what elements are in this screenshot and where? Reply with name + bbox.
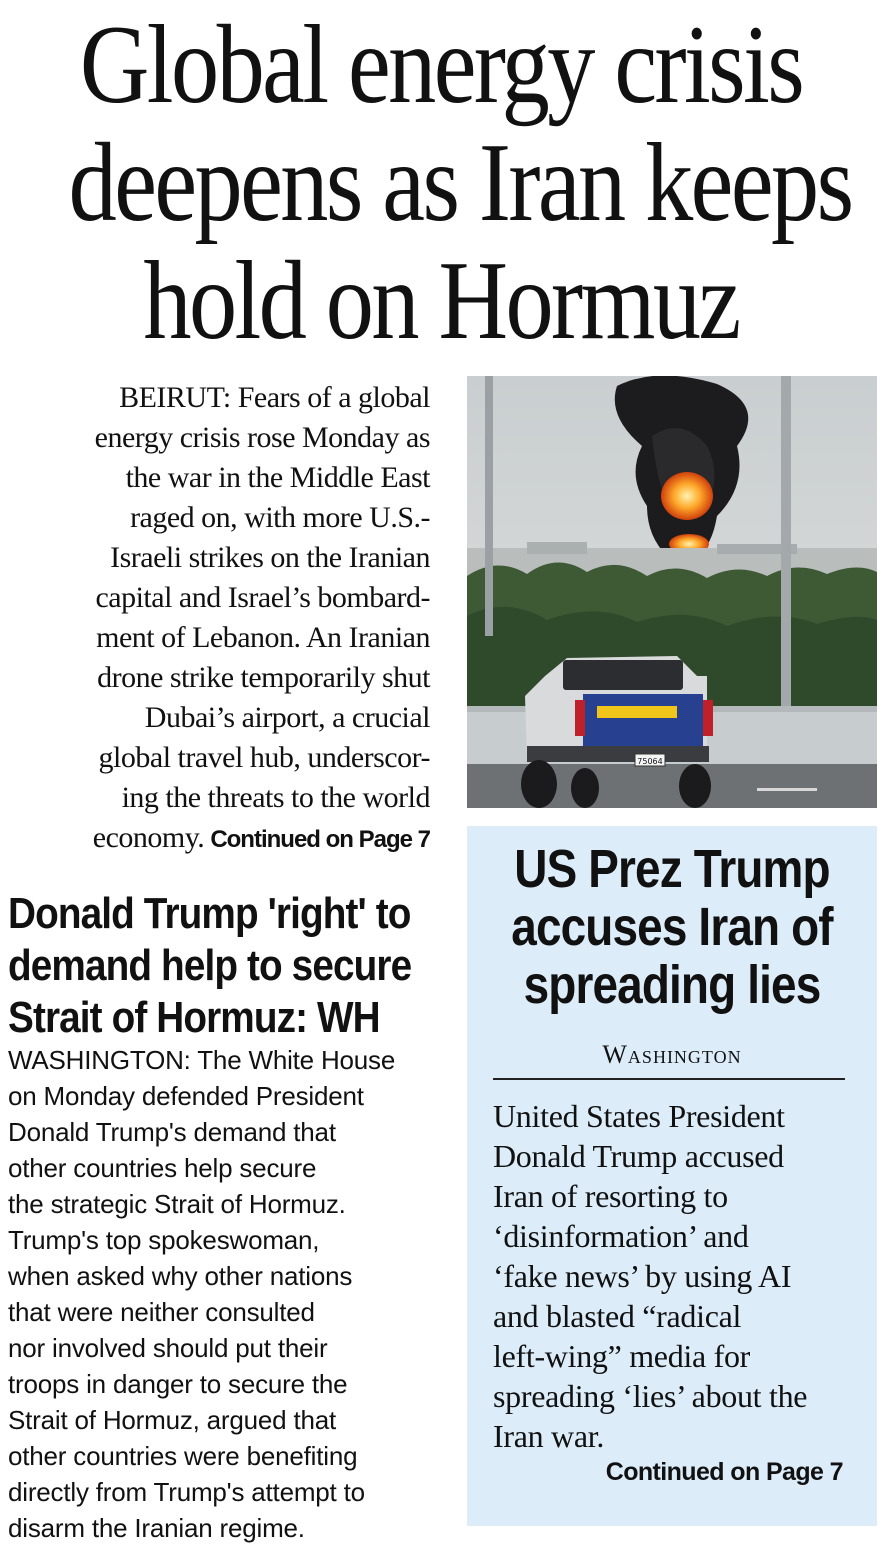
lead-line: drone strike temporarily shut xyxy=(97,661,430,694)
body-line: that were neither consulted xyxy=(8,1297,315,1327)
title-line: spreading lies xyxy=(523,955,821,1015)
body-line: nor involved should put their xyxy=(8,1333,328,1363)
dateline: Washington xyxy=(602,1040,742,1069)
lead-line: energy crisis rose Monday as xyxy=(94,421,430,454)
body-line: WASHINGTON: The White House xyxy=(8,1045,396,1075)
second-story-title xyxy=(8,888,412,1044)
body-line: ‘disinformation’ and xyxy=(493,1218,749,1254)
body-line: United States President xyxy=(493,1098,785,1134)
body-line: Iran war. xyxy=(493,1418,605,1454)
body-line: and blasted “radical xyxy=(493,1298,742,1334)
lead-line: raged on, with more U.S.- xyxy=(130,501,430,534)
headline-line: Global energy crisis xyxy=(79,3,803,127)
body-line: disarm the Iranian regime. xyxy=(8,1513,305,1543)
lead-line: the war in the Middle East xyxy=(125,461,430,494)
continued-link[interactable]: Continued on Page 7 xyxy=(210,826,430,853)
title-line: US Prez Trump xyxy=(514,839,830,899)
continued-link[interactable]: Continued on Page 7 xyxy=(605,1458,843,1486)
divider xyxy=(493,1078,845,1080)
title-line: demand help to secure xyxy=(8,941,412,990)
body-line: spreading ‘lies’ about the xyxy=(493,1378,808,1414)
body-line: Strait of Hormuz, argued that xyxy=(8,1405,337,1435)
lead-line: capital and Israel’s bombard- xyxy=(95,581,430,614)
lead-line: Israeli strikes on the Iranian xyxy=(110,541,430,574)
main-story-lead xyxy=(20,378,430,860)
sidebar-story-box xyxy=(467,826,877,1526)
sidebar-story-body xyxy=(493,1096,863,1456)
body-line: Iran of resorting to xyxy=(493,1178,728,1214)
body-line: ‘fake news’ by using AI xyxy=(493,1258,792,1294)
news-photo xyxy=(467,376,877,808)
body-line: the strategic Strait of Hormuz. xyxy=(8,1189,346,1219)
body-line: directly from Trump's attempt to xyxy=(8,1477,365,1507)
body-line: when asked why other nations xyxy=(8,1261,353,1291)
lead-line: ing the threats to the world xyxy=(121,781,430,814)
body-line: Donald Trump accused xyxy=(493,1138,784,1174)
title-line: Strait of Hormuz: WH xyxy=(8,993,380,1042)
lead-line: Dubai’s airport, a crucial xyxy=(144,701,430,734)
body-line: left-wing” media for xyxy=(493,1338,751,1374)
body-line: Trump's top spokeswoman, xyxy=(8,1225,320,1255)
lead-last-line: economy. xyxy=(92,821,205,854)
lead-line xyxy=(20,818,430,860)
body-line: other countries help secure xyxy=(8,1153,317,1183)
body-line: on Monday defended President xyxy=(8,1081,364,1111)
title-line: accuses Iran of xyxy=(511,897,833,957)
lead-line: ment of Lebanon. An Iranian xyxy=(96,621,430,654)
sidebar-story-title xyxy=(498,840,847,1014)
body-line: other countries were benefiting xyxy=(8,1441,358,1471)
headline-line: deepens as Iran keeps xyxy=(68,121,852,245)
lead-line: global travel hub, underscor- xyxy=(98,741,430,774)
lead-line: BEIRUT: Fears of a global xyxy=(119,381,430,414)
second-story-body xyxy=(8,1042,448,1546)
body-line: Donald Trump's demand that xyxy=(8,1117,336,1147)
title-line: Donald Trump 'right' to xyxy=(8,889,411,938)
body-line: troops in danger to secure the xyxy=(8,1369,348,1399)
main-headline xyxy=(68,3,852,363)
plate-number: 75064 xyxy=(637,757,663,766)
headline-line: hold on Hormuz xyxy=(143,239,739,363)
